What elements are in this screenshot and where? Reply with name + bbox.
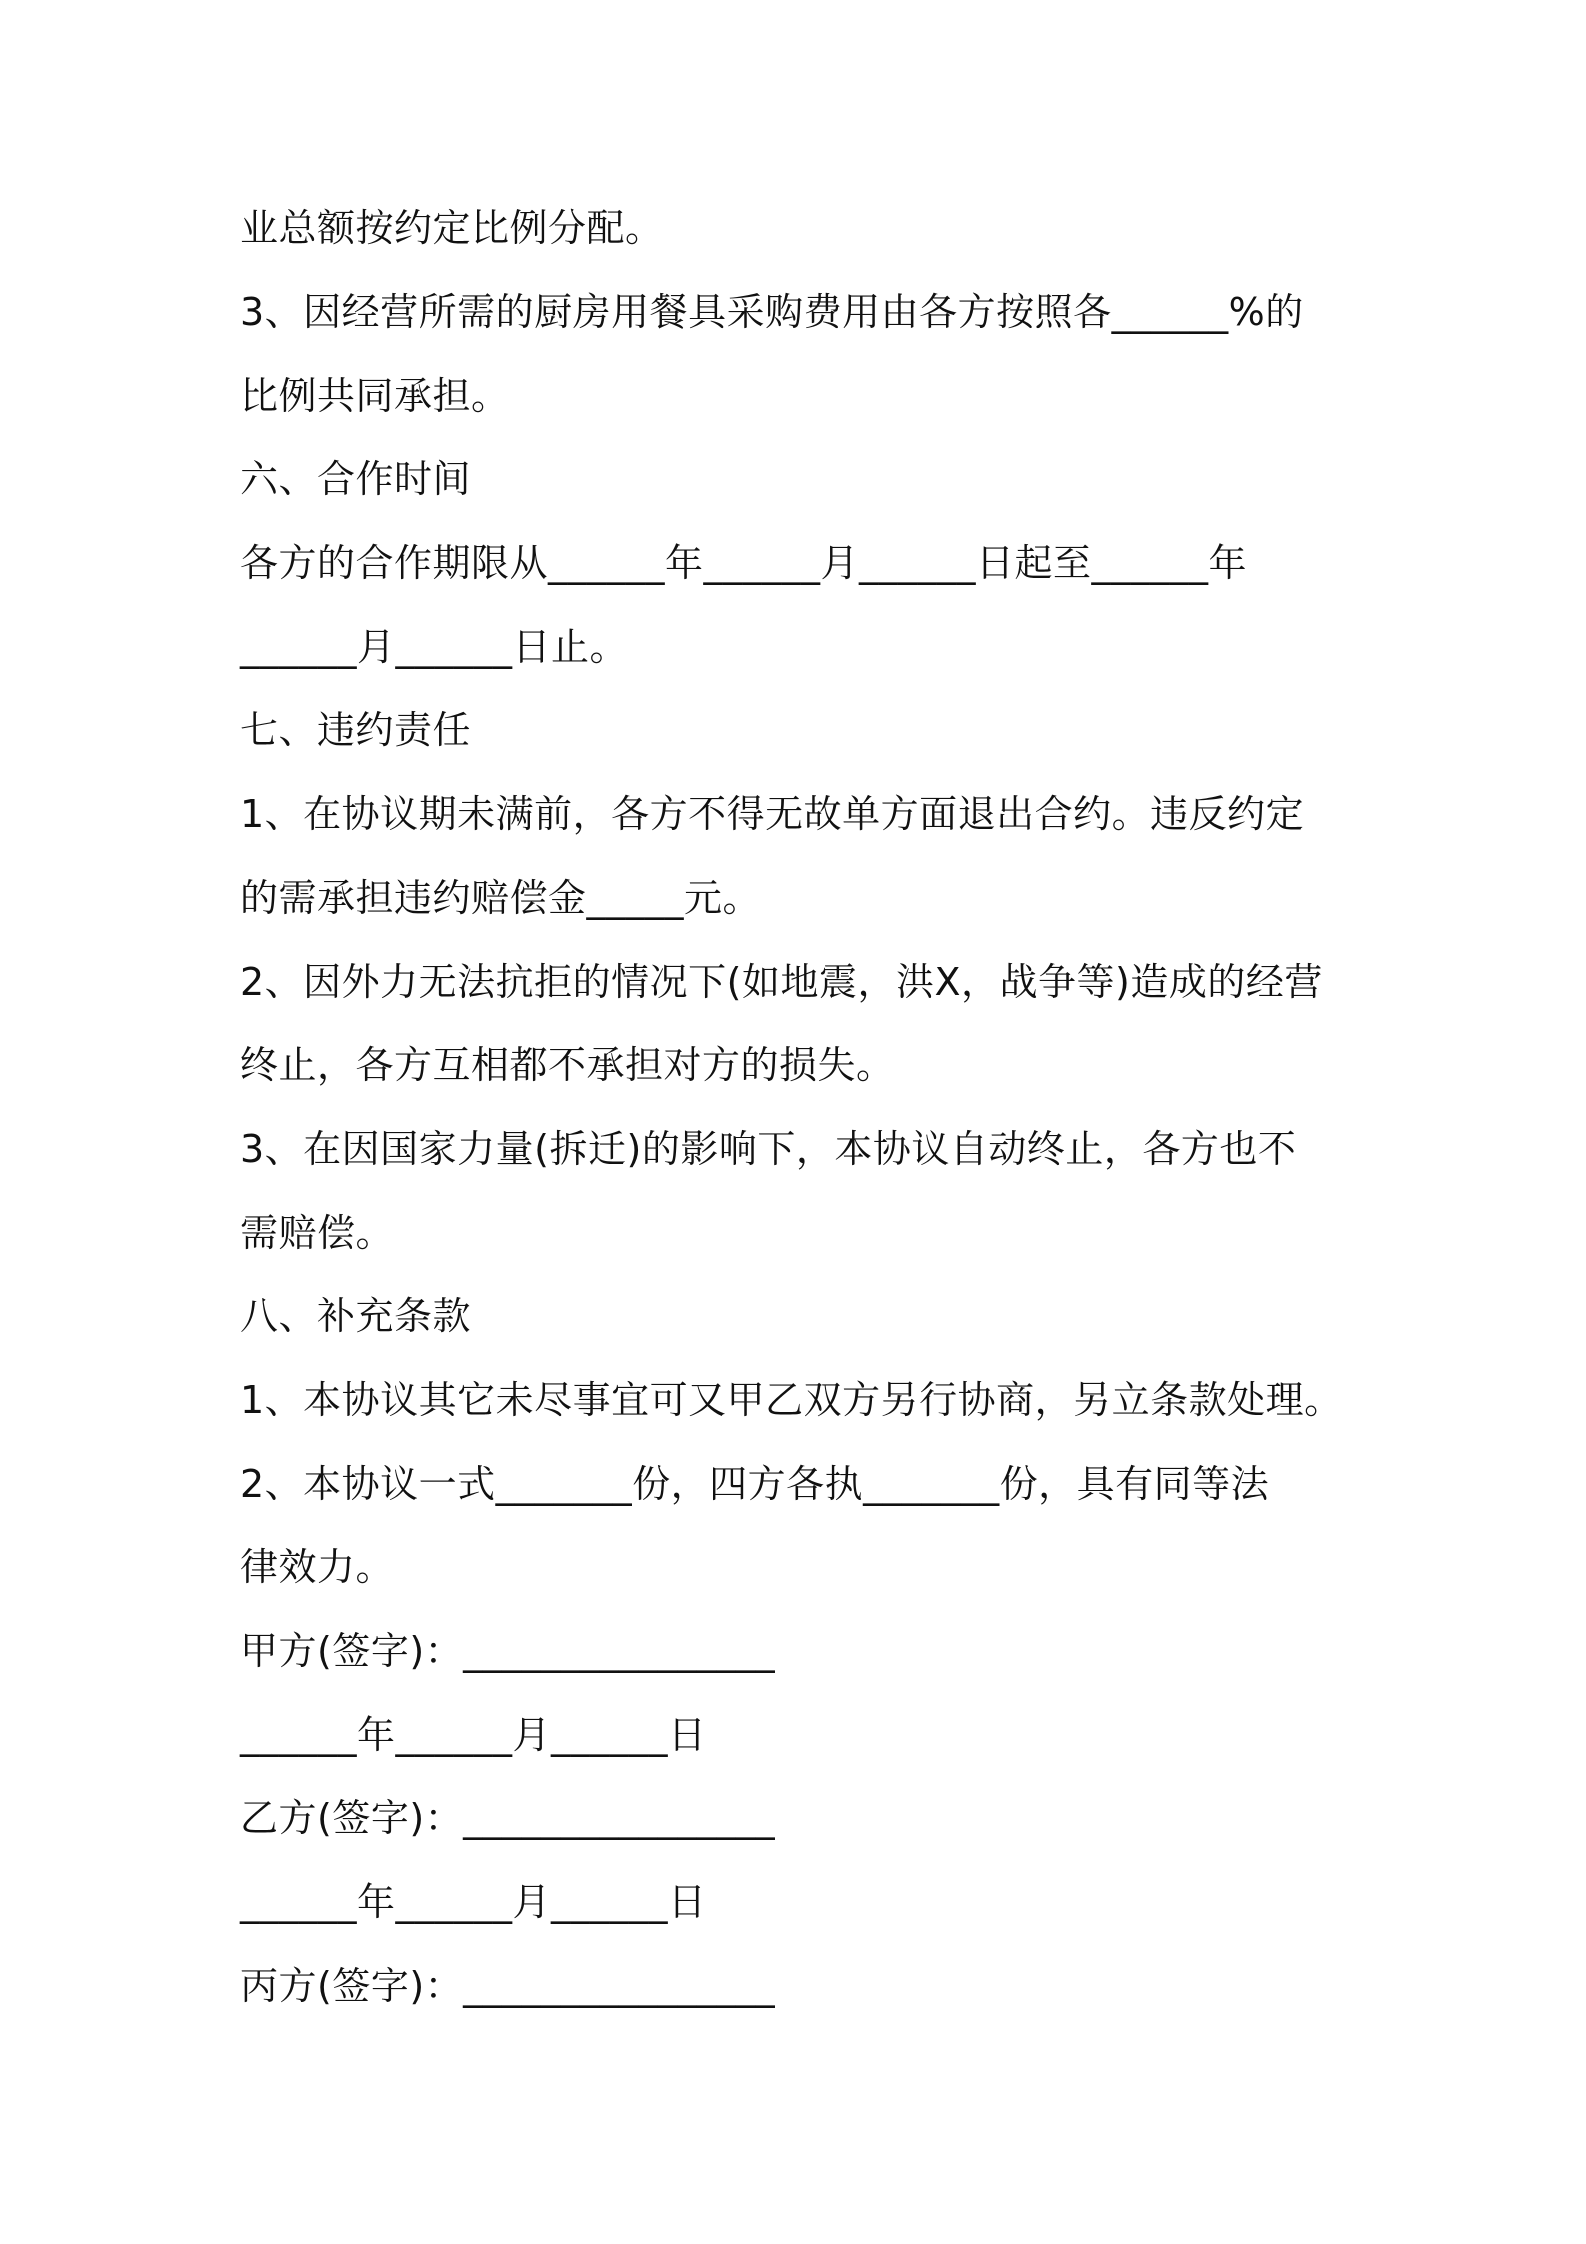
text-line: 3、在因国家力量(拆迁)的影响下，本协议自动终止，各方也不: [240, 1127, 1297, 1171]
section-heading: 六、合作时间: [240, 457, 472, 501]
text-line: 1、在协议期未满前，各方不得无故单方面退出合约。违反约定: [240, 792, 1305, 836]
text-line: 比例共同承担。: [240, 374, 510, 418]
text-line: 律效力。: [240, 1545, 395, 1589]
signature-line-party-c: 丙方(签字)：________________: [240, 1964, 776, 2008]
text-line: 终止，各方互相都不承担对方的损失。: [240, 1043, 895, 1087]
signature-line-party-a: 甲方(签字)：________________: [240, 1629, 776, 1673]
text-line: 3、因经营所需的厨房用餐具采购费用由各方按照各______%的: [240, 290, 1304, 334]
date-line: ______年______月______日: [240, 1713, 707, 1757]
section-heading: 八、补充条款: [240, 1294, 472, 1338]
text-line: 2、因外力无法抗拒的情况下(如地震，洪X，战争等)造成的经营: [240, 960, 1323, 1004]
text-line: 2、本协议一式_______份，四方各执_______份，具有同等法: [240, 1462, 1270, 1506]
text-line: 需赔偿。: [240, 1211, 395, 1255]
text-line: ______月______日止。: [240, 625, 629, 669]
date-line: ______年______月______日: [240, 1880, 707, 1924]
text-line: 各方的合作期限从______年______月______日起至______年: [240, 541, 1248, 585]
section-heading: 七、违约责任: [240, 708, 472, 752]
text-line: 业总额按约定比例分配。: [240, 206, 664, 250]
signature-line-party-b: 乙方(签字)：________________: [240, 1796, 776, 1840]
text-line: 1、本协议其它未尽事宜可又甲乙双方另行协商，另立条款处理。: [240, 1378, 1343, 1422]
text-line: 的需承担违约赔偿金_____元。: [240, 876, 762, 920]
